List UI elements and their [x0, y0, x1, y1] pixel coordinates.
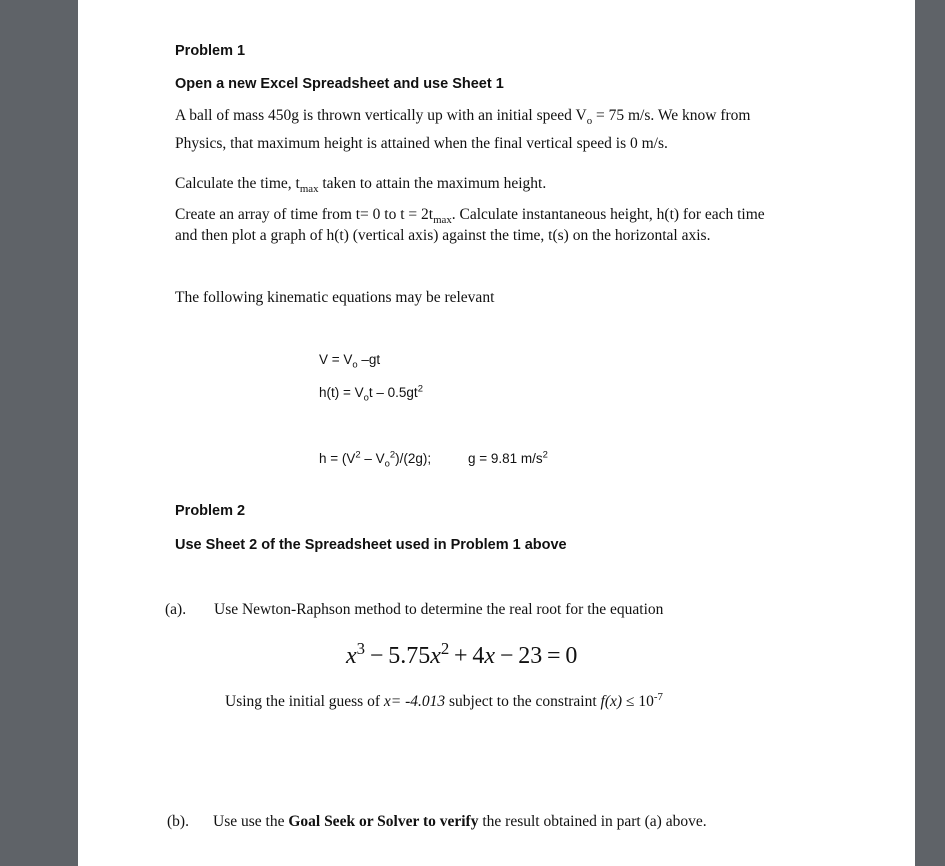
- equation-max-height: $h = (V^2 - V_o^2)/(2g)$;: [319, 449, 432, 470]
- problem2-heading: Problem 2: [175, 503, 246, 519]
- part-b-label: (b).: [167, 813, 189, 830]
- equation-velocity: $V = V_o$ –gt: [319, 352, 381, 371]
- gravity-constant: g = 9.81 $m/s^2$: [468, 449, 548, 466]
- document-page: [78, 0, 915, 866]
- part-a-label: (a).: [165, 601, 187, 618]
- calculate-tmax-text: Calculate the time, $t_{max}$ taken to attain the maximum height.: [175, 175, 547, 196]
- problem2-subheading: Use Sheet 2 of the Spreadsheet used in Problem 1 above: [175, 537, 567, 553]
- equation-height-time: $h(t) = V_ot - 0.5gt^2$: [319, 383, 423, 404]
- kinematic-intro: The following kinematic equations may be relevant: [175, 289, 495, 306]
- problem1-paragraph-line1: A ball of mass 450g is thrown vertically up with an initial speed $V_o = 75$ m/s. We know from: [175, 107, 751, 128]
- problem1-paragraph-line2: Physics, that maximum height is attained when the final vertical speed is 0 m/s.: [175, 135, 668, 152]
- initial-guess-text: Using the initial guess of x= -4.013 subject to the constraint $f(x) \le 10^{-7}$: [225, 690, 663, 710]
- create-array-line2: and then plot a graph of h(t) (vertical axis) against the time, t(s) on the horizontal axis.: [175, 227, 711, 244]
- polynomial-equation: $x^3 - 5.75x^2 + 4x - 23 = 0$: [346, 639, 578, 669]
- part-b-text: Use use the Goal Seek or Solver to verify the result obtained in part (a) above.: [213, 813, 707, 830]
- problem1-subheading: Open a new Excel Spreadsheet and use Sheet 1: [175, 76, 504, 92]
- create-array-line1: Create an array of time from t= 0 to $t = 2t_{max}$. Calculate instantaneous height, h(t) for each time: [175, 206, 765, 227]
- problem1-heading: Problem 1: [175, 43, 246, 59]
- part-a-text: Use Newton-Raphson method to determine the real root for the equation: [214, 601, 664, 618]
